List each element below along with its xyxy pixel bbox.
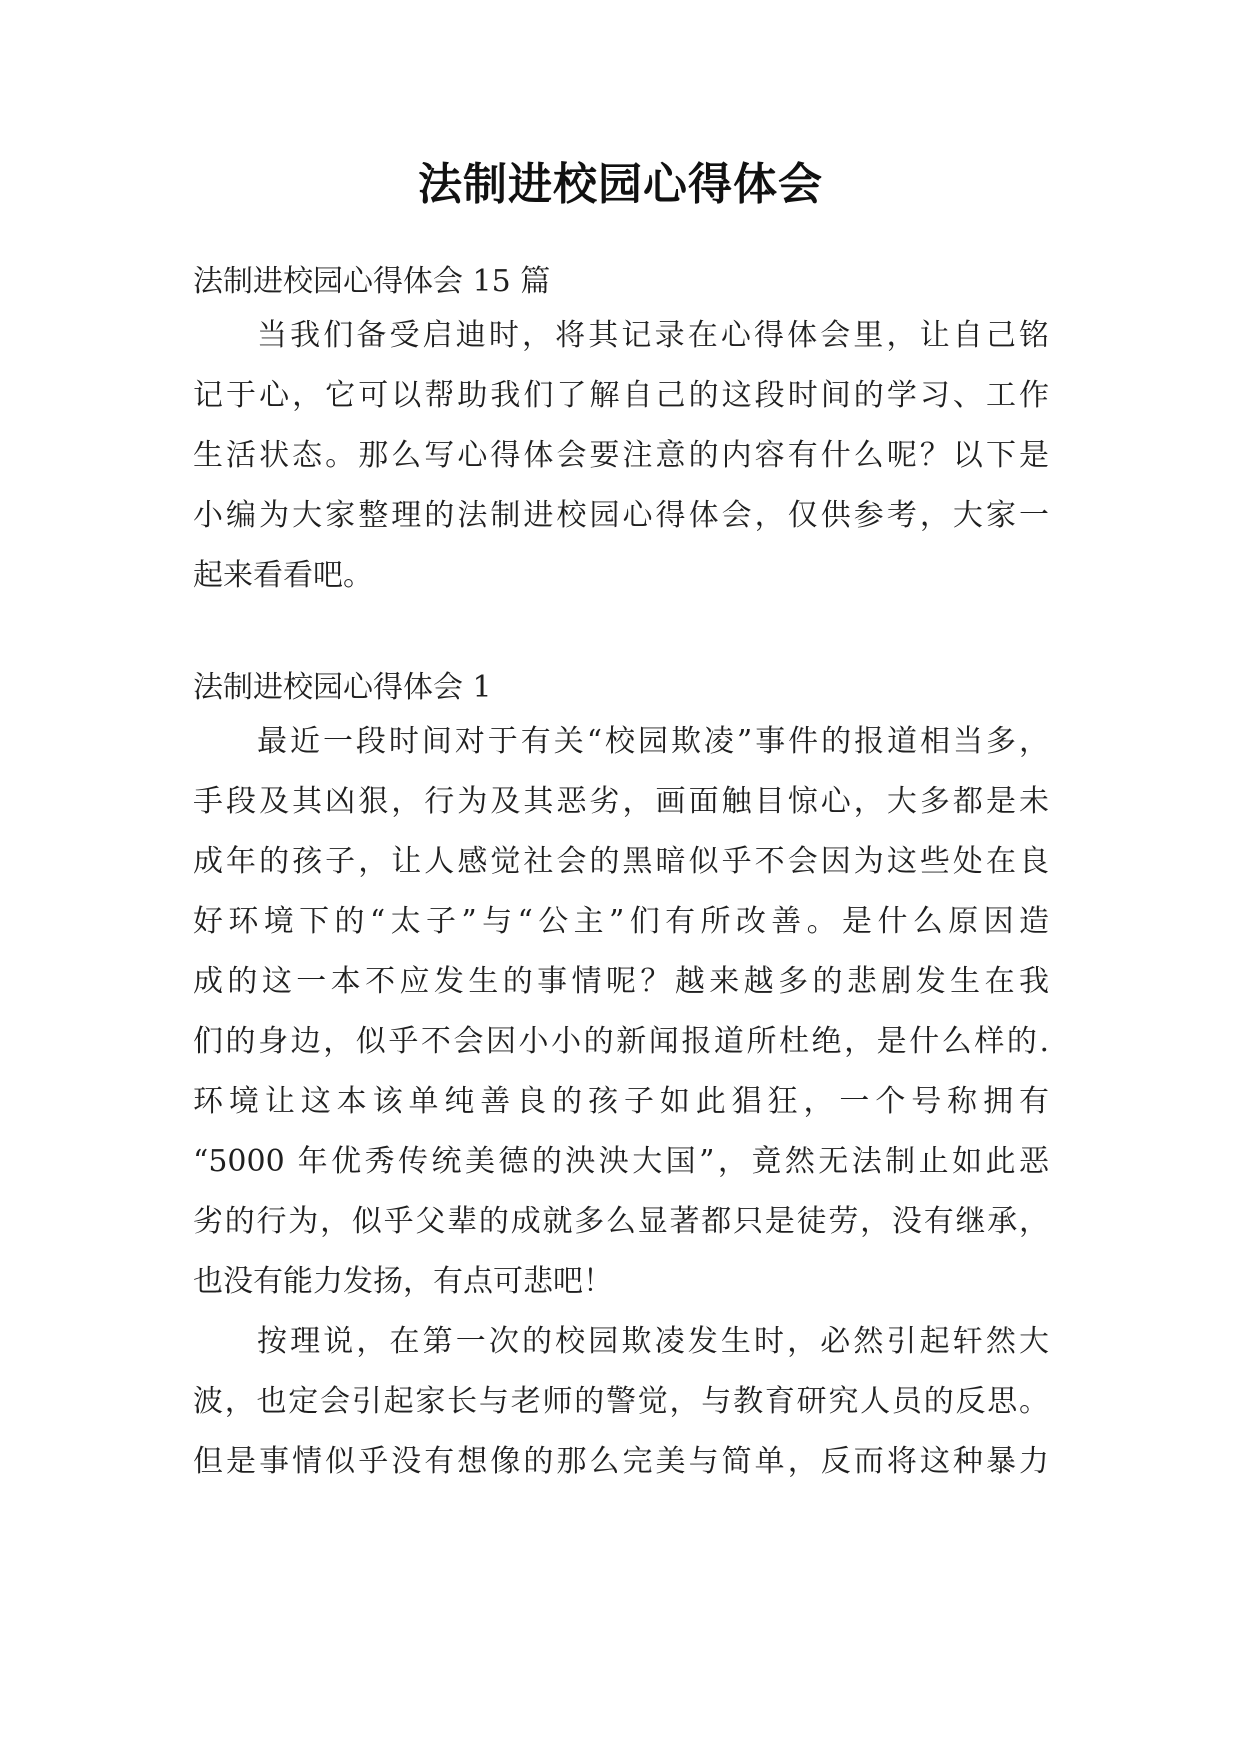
paragraph-line: 手段及其凶狠，行为及其恶劣，画面触目惊心，大多都是未: [193, 784, 1049, 819]
paragraph-line: 但是事情似乎没有想像的那么完美与简单，反而将这种暴力: [193, 1444, 1049, 1479]
paragraph-line: 环境让这本该单纯善良的孩子如此猖狂，一个号称拥有: [193, 1084, 1049, 1119]
paragraph-line: “5000 年优秀传统美德的泱泱大国”，竟然无法制止如此恶: [193, 1144, 1049, 1179]
intro-paragraph: [193, 306, 1049, 606]
intro-line: 生活状态。那么写心得体会要注意的内容有什么呢？以下是: [193, 438, 1049, 473]
section-heading: 法制进校园心得体会 1: [193, 670, 492, 705]
paragraph-1: [193, 712, 1049, 1312]
paragraph-line: 也没有能力发扬，有点可悲吧！: [193, 1264, 613, 1299]
intro-line: 起来看看吧。: [193, 558, 373, 593]
paragraph-line: 成的这一本不应发生的事情呢？越来越多的悲剧发生在我: [193, 964, 1049, 999]
paragraph-2: [193, 1312, 1049, 1492]
paragraph-line: 成年的孩子，让人感觉社会的黑暗似乎不会因为这些处在良: [193, 844, 1049, 879]
intro-line: 小编为大家整理的法制进校园心得体会，仅供参考，大家一: [193, 498, 1049, 533]
paragraph-line: 波，也定会引起家长与老师的警觉，与教育研究人员的反思。: [193, 1384, 1049, 1419]
intro-line: 当我们备受启迪时，将其记录在心得体会里，让自己铭: [257, 318, 1049, 353]
document-subtitle: 法制进校园心得体会 15 篇: [193, 264, 551, 299]
document-title: 法制进校园心得体会: [418, 159, 823, 210]
intro-line: 记于心，它可以帮助我们了解自己的这段时间的学习、工作: [193, 378, 1049, 413]
paragraph-line: 劣的行为，似乎父辈的成就多么显著都只是徒劳，没有继承，: [193, 1204, 1049, 1239]
paragraph-line: 们的身边，似乎不会因小小的新闻报道所杜绝，是什么样的.: [193, 1024, 1049, 1059]
paragraph-line: 最近一段时间对于有关“校园欺凌”事件的报道相当多，: [257, 724, 1049, 759]
paragraph-line: 按理说，在第一次的校园欺凌发生时，必然引起轩然大: [257, 1324, 1049, 1359]
paragraph-line: 好环境下的“太子”与“公主”们有所改善。是什么原因造: [193, 904, 1049, 939]
